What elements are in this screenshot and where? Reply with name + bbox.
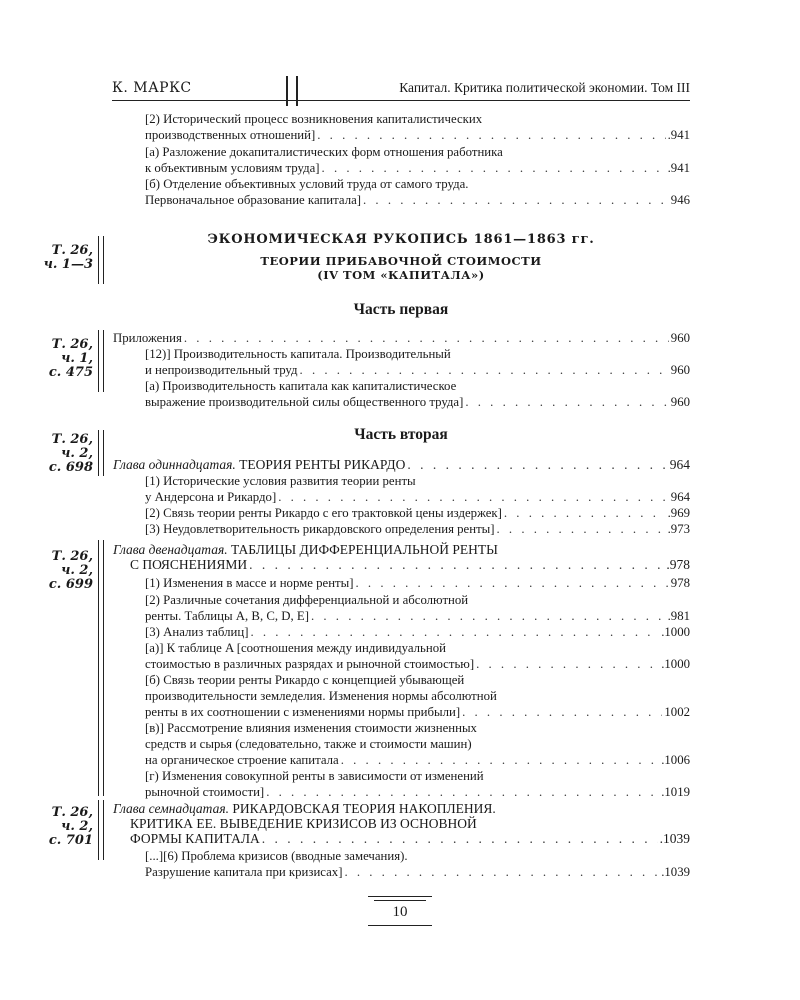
toc-text: ренты. Таблицы A, B, C, D, E] (145, 609, 309, 623)
toc-page: .1019 (661, 785, 690, 799)
toc-entry (145, 522, 690, 537)
manuscript-title: ЭКОНОМИЧЕСКАЯ РУКОПИСЬ 1861—1863 гг. (207, 232, 595, 247)
toc-line: средств и сырья (следовательно, также и стоимости машин) (145, 737, 472, 751)
manuscript-subtitle: ТЕОРИИ ПРИБАВОЧНОЙ СТОИМОСТИ (260, 254, 542, 268)
toc-page: .1000 (661, 625, 690, 639)
margin-bar (98, 330, 104, 392)
page-number-rule (368, 896, 432, 897)
toc-line: [2) Различные сочетания дифференциальной и абсолютной (145, 593, 469, 607)
toc-page: .969 (667, 506, 690, 520)
toc-page: 960 (670, 363, 690, 377)
toc-entry (145, 576, 690, 591)
toc-entry (145, 128, 690, 143)
toc-line: [в)] Рассмотрение влияния изменения стоимости жизненных (145, 721, 477, 735)
toc-text: и непроизводительный труд (145, 363, 298, 377)
chapter-17-heading (113, 801, 496, 816)
toc-text: рыночной стоимости] (145, 785, 265, 799)
toc-page: .981 (667, 609, 690, 623)
toc-entry (145, 705, 690, 720)
header-rule (112, 100, 690, 101)
chapter-title-line: КРИТИКА ЕЕ. ВЫВЕДЕНИЕ КРИЗИСОВ ИЗ ОСНОВНОЙ (130, 816, 477, 831)
running-header (112, 80, 690, 104)
page-number: 10 (392, 904, 408, 920)
toc-text: к объективным условиям труда] (145, 161, 320, 175)
toc-entry (145, 193, 690, 208)
toc-text: Приложения (113, 331, 182, 345)
toc-entry (145, 490, 690, 505)
toc-text: на органическое строение капитала (145, 753, 339, 767)
manuscript-volume: (IV ТОМ «КАПИТАЛА») (317, 268, 485, 282)
header-author: К. МАРКС (112, 80, 192, 96)
toc-page: .1000 (661, 657, 690, 671)
toc-text: стоимостью в различных разрядах и рыночной стоимостью] (145, 657, 475, 671)
toc-text: Первоначальное образование капитала] (145, 193, 362, 207)
toc-entry (145, 785, 690, 800)
toc-page: 960 (670, 395, 690, 409)
toc-page: .941 (667, 161, 690, 175)
toc-line: [а)] К таблице A [соотношения между индивидуальной (145, 641, 446, 655)
toc-page: 964 (669, 457, 690, 472)
toc-line: [12)] Производительность капитала. Производительный (145, 347, 451, 361)
toc-text: Разрушение капитала при кризисах] (145, 865, 343, 879)
toc-line: производительности земледелия. Изменения нормы абсолютной (145, 689, 497, 703)
toc-entry (145, 753, 690, 768)
toc-text: [3) Анализ таблиц] (145, 625, 249, 639)
toc-text: ФОРМЫ КАПИТАЛА (130, 831, 260, 846)
toc-page: 964 (670, 490, 690, 504)
chapter-label: Глава семнадцатая. (113, 801, 229, 816)
toc-text: [1) Изменения в массе и норме ренты] (145, 576, 354, 590)
toc-page: .1039 (659, 831, 690, 846)
chapter-title: ТЕОРИЯ РЕНТЫ РИКАРДО (239, 457, 406, 472)
toc-page: 1002 (664, 705, 690, 719)
margin-bar (98, 236, 104, 284)
toc-entry (130, 557, 690, 572)
chapter-title: ТАБЛИЦЫ ДИФФЕРЕНЦИАЛЬНОЙ РЕНТЫ (230, 542, 498, 557)
toc-line: [б) Отделение объективных условий труда от самого труда. (145, 177, 469, 191)
toc-text: производственных отношений] (145, 128, 316, 142)
toc-page: 946 (670, 193, 690, 207)
page-number-rule (374, 900, 426, 901)
toc-entry (145, 657, 690, 672)
toc-text: С ПОЯСНЕНИЯМИ (130, 557, 248, 572)
toc-line: [1) Исторические условия развития теории ренты (145, 474, 416, 488)
toc-entry (145, 625, 690, 640)
toc-page: 960 (670, 331, 690, 345)
toc-entry (113, 331, 690, 346)
toc-line: [а) Разложение докапиталистических форм отношения работника (145, 145, 503, 159)
page-number-rule (368, 925, 432, 926)
toc-page: 978 (670, 576, 690, 590)
toc-entry (145, 395, 690, 410)
chapter-label: Глава одиннадцатая. (113, 457, 236, 472)
chapter-12-heading (113, 542, 498, 557)
toc-text: ренты в их соотношении с изменениями нормы прибыли] (145, 705, 461, 719)
margin-bar (98, 800, 104, 860)
toc-entry (145, 506, 690, 521)
toc-page: .1006 (661, 753, 690, 767)
toc-text: [3) Неудовлетворительность рикардовского определения ренты] (145, 522, 495, 536)
toc-entry (145, 609, 690, 624)
header-title: Капитал. Критика политической экономии. Том III (399, 80, 690, 95)
toc-page: .978 (666, 557, 690, 572)
toc-entry (145, 363, 690, 378)
margin-ref: Т. 26, ч. 1, с. 475 (48, 337, 93, 380)
part-one-title: Часть первая (353, 301, 449, 318)
chapter-11-entry (113, 457, 690, 472)
toc-line: [а) Производительность капитала как капиталистическое (145, 379, 457, 393)
toc-line: [г) Изменения совокупной ренты в зависимости от изменений (145, 769, 484, 783)
toc-entry (130, 831, 690, 846)
toc-text: [2) Связь теории ренты Рикардо с его трактовкой цены издержек] (145, 506, 502, 520)
margin-ref: Т. 26, ч. 2, с. 701 (48, 805, 93, 848)
margin-ref: Т. 26, ч. 2, с. 699 (48, 549, 93, 592)
toc-line: [2) Исторический процесс возникновения капиталистических (145, 112, 483, 126)
toc-page: .973 (667, 522, 690, 536)
margin-ref: Т. 26, ч. 1—3 (43, 243, 93, 272)
toc-entry (145, 161, 690, 176)
chapter-label: Глава двенадцатая. (113, 542, 228, 557)
part-two-title: Часть вторая (354, 426, 448, 443)
header-divider (286, 76, 298, 106)
margin-ref: Т. 26, ч. 2, с. 698 (48, 432, 93, 475)
toc-page: .941 (667, 128, 690, 142)
chapter-title: РИКАРДОВСКАЯ ТЕОРИЯ НАКОПЛЕНИЯ. (232, 801, 496, 816)
toc-page: .1039 (661, 865, 690, 879)
margin-bar (98, 540, 104, 796)
toc-line: [...][6) Проблема кризисов (вводные замечания). (145, 849, 408, 863)
toc-text: выражение производительной силы общественного труда] (145, 395, 464, 409)
toc-line: [б) Связь теории ренты Рикардо с концепцией убывающей (145, 673, 465, 687)
toc-text: у Андерсона и Рикардо] (145, 490, 277, 504)
toc-entry (145, 865, 690, 880)
margin-bar (98, 430, 104, 476)
